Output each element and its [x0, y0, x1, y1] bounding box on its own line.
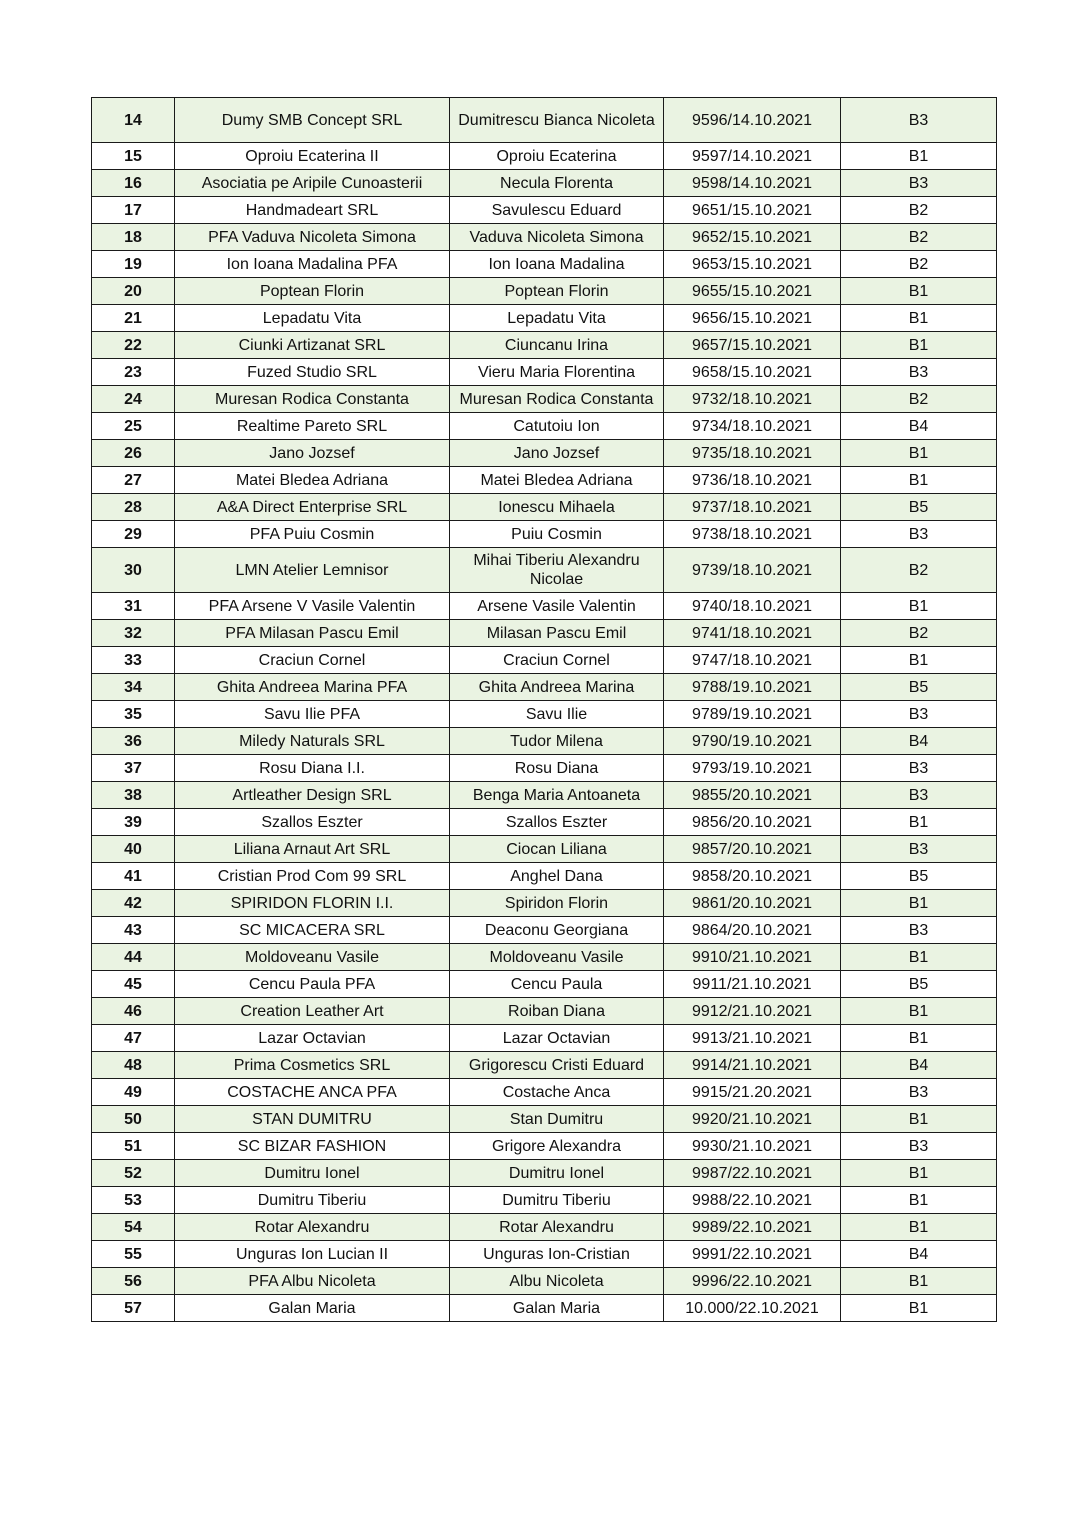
company-cell: Cencu Paula PFA [175, 971, 450, 998]
registration-number-cell: 9987/22.10.2021 [664, 1160, 841, 1187]
table-row [92, 674, 997, 701]
registration-number-cell: 9861/20.10.2021 [664, 890, 841, 917]
registration-number-cell: 9734/18.10.2021 [664, 413, 841, 440]
registration-number-cell: 9855/20.10.2021 [664, 782, 841, 809]
table-row [92, 359, 997, 386]
representative-cell: Muresan Rodica Constanta [450, 386, 664, 413]
row-number: 19 [92, 251, 175, 278]
category-cell: B1 [841, 1187, 997, 1214]
table-row [92, 494, 997, 521]
row-number: 27 [92, 467, 175, 494]
representative-cell: Lazar Octavian [450, 1025, 664, 1052]
table-row [92, 1187, 997, 1214]
row-number: 15 [92, 143, 175, 170]
category-cell: B4 [841, 1052, 997, 1079]
category-cell: B2 [841, 224, 997, 251]
row-number: 28 [92, 494, 175, 521]
category-cell: B5 [841, 863, 997, 890]
category-cell: B4 [841, 413, 997, 440]
company-cell: Cristian Prod Com 99 SRL [175, 863, 450, 890]
category-cell: B1 [841, 467, 997, 494]
row-number: 26 [92, 440, 175, 467]
representative-cell: Dumitru Ionel [450, 1160, 664, 1187]
company-cell: Creation Leather Art [175, 998, 450, 1025]
row-number: 38 [92, 782, 175, 809]
row-number: 44 [92, 944, 175, 971]
representative-cell: Vaduva Nicoleta Simona [450, 224, 664, 251]
registration-number-cell: 9915/21.20.2021 [664, 1079, 841, 1106]
company-cell: Rosu Diana I.I. [175, 755, 450, 782]
category-cell: B5 [841, 494, 997, 521]
representative-cell: Matei Bledea Adriana [450, 467, 664, 494]
registration-number-cell: 10.000/22.10.2021 [664, 1295, 841, 1322]
registration-number-cell: 9864/20.10.2021 [664, 917, 841, 944]
table-row [92, 782, 997, 809]
company-cell: Craciun Cornel [175, 647, 450, 674]
category-cell: B3 [841, 521, 997, 548]
category-cell: B3 [841, 170, 997, 197]
category-cell: B3 [841, 782, 997, 809]
category-cell: B5 [841, 674, 997, 701]
company-cell: Savu Ilie PFA [175, 701, 450, 728]
table-row [92, 413, 997, 440]
table-row [92, 890, 997, 917]
table-row [92, 332, 997, 359]
registration-number-cell: 9856/20.10.2021 [664, 809, 841, 836]
row-number: 54 [92, 1214, 175, 1241]
table-row [92, 1106, 997, 1133]
company-cell: PFA Albu Nicoleta [175, 1268, 450, 1295]
table-row [92, 701, 997, 728]
row-number: 21 [92, 305, 175, 332]
company-cell: Dumitru Ionel [175, 1160, 450, 1187]
row-number: 32 [92, 620, 175, 647]
registration-number-cell: 9652/15.10.2021 [664, 224, 841, 251]
representative-cell: Rotar Alexandru [450, 1214, 664, 1241]
company-cell: A&A Direct Enterprise SRL [175, 494, 450, 521]
row-number: 23 [92, 359, 175, 386]
category-cell: B1 [841, 1214, 997, 1241]
category-cell: B1 [841, 593, 997, 620]
table-row [92, 809, 997, 836]
row-number: 49 [92, 1079, 175, 1106]
row-number: 37 [92, 755, 175, 782]
registration-number-cell: 9741/18.10.2021 [664, 620, 841, 647]
representative-cell: Ionescu Mihaela [450, 494, 664, 521]
representative-cell: Necula Florenta [450, 170, 664, 197]
table-row [92, 944, 997, 971]
category-cell: B1 [841, 1025, 997, 1052]
company-cell: SC BIZAR FASHION [175, 1133, 450, 1160]
registration-number-cell: 9788/19.10.2021 [664, 674, 841, 701]
registration-number-cell: 9598/14.10.2021 [664, 170, 841, 197]
row-number: 33 [92, 647, 175, 674]
representative-cell: Stan Dumitru [450, 1106, 664, 1133]
representative-cell: Galan Maria [450, 1295, 664, 1322]
company-cell: Jano Jozsef [175, 440, 450, 467]
table-body [92, 98, 997, 1322]
row-number: 48 [92, 1052, 175, 1079]
registration-number-cell: 9747/18.10.2021 [664, 647, 841, 674]
row-number: 55 [92, 1241, 175, 1268]
representative-cell: Puiu Cosmin [450, 521, 664, 548]
registration-number-cell: 9914/21.10.2021 [664, 1052, 841, 1079]
table-row [92, 197, 997, 224]
row-number: 25 [92, 413, 175, 440]
representative-cell: Rosu Diana [450, 755, 664, 782]
representative-cell: Anghel Dana [450, 863, 664, 890]
company-cell: PFA Arsene V Vasile Valentin [175, 593, 450, 620]
table-row [92, 98, 997, 143]
representative-cell: Szallos Eszter [450, 809, 664, 836]
category-cell: B1 [841, 944, 997, 971]
company-cell: LMN Atelier Lemnisor [175, 548, 450, 593]
company-cell: SPIRIDON FLORIN I.I. [175, 890, 450, 917]
representative-cell: Lepadatu Vita [450, 305, 664, 332]
representative-cell: Milasan Pascu Emil [450, 620, 664, 647]
category-cell: B5 [841, 971, 997, 998]
table-row [92, 386, 997, 413]
category-cell: B1 [841, 332, 997, 359]
category-cell: B3 [841, 917, 997, 944]
row-number: 45 [92, 971, 175, 998]
company-cell: PFA Puiu Cosmin [175, 521, 450, 548]
table-row [92, 998, 997, 1025]
table-row [92, 1052, 997, 1079]
company-cell: Prima Cosmetics SRL [175, 1052, 450, 1079]
registration-number-cell: 9996/22.10.2021 [664, 1268, 841, 1295]
category-cell: B3 [841, 836, 997, 863]
row-number: 40 [92, 836, 175, 863]
table-row [92, 278, 997, 305]
representative-cell: Ion Ioana Madalina [450, 251, 664, 278]
table-row [92, 224, 997, 251]
representative-cell: Oproiu Ecaterina [450, 143, 664, 170]
table-row [92, 1295, 997, 1322]
registration-number-cell: 9596/14.10.2021 [664, 98, 841, 143]
category-cell: B1 [841, 647, 997, 674]
table-row [92, 863, 997, 890]
table-row [92, 1214, 997, 1241]
row-number: 18 [92, 224, 175, 251]
representative-cell: Deaconu Georgiana [450, 917, 664, 944]
representative-cell: Roiban Diana [450, 998, 664, 1025]
row-number: 52 [92, 1160, 175, 1187]
row-number: 36 [92, 728, 175, 755]
representative-cell: Savulescu Eduard [450, 197, 664, 224]
table-row [92, 755, 997, 782]
representative-cell: Savu Ilie [450, 701, 664, 728]
row-number: 53 [92, 1187, 175, 1214]
category-cell: B1 [841, 809, 997, 836]
category-cell: B3 [841, 701, 997, 728]
table-row [92, 620, 997, 647]
company-cell: Ion Ioana Madalina PFA [175, 251, 450, 278]
row-number: 43 [92, 917, 175, 944]
table-row [92, 1268, 997, 1295]
table-row [92, 548, 997, 593]
registration-number-cell: 9920/21.10.2021 [664, 1106, 841, 1133]
row-number: 35 [92, 701, 175, 728]
category-cell: B2 [841, 251, 997, 278]
registration-number-cell: 9653/15.10.2021 [664, 251, 841, 278]
table-row [92, 251, 997, 278]
registration-number-cell: 9740/18.10.2021 [664, 593, 841, 620]
representative-cell: Catutoiu Ion [450, 413, 664, 440]
category-cell: B2 [841, 548, 997, 593]
company-cell: PFA Milasan Pascu Emil [175, 620, 450, 647]
registration-number-cell: 9658/15.10.2021 [664, 359, 841, 386]
category-cell: B1 [841, 1106, 997, 1133]
row-number: 51 [92, 1133, 175, 1160]
table-row [92, 971, 997, 998]
category-cell: B3 [841, 755, 997, 782]
representative-cell: Tudor Milena [450, 728, 664, 755]
category-cell: B3 [841, 98, 997, 143]
representative-cell: Mihai Tiberiu Alexandru Nicolae [450, 548, 664, 593]
registration-number-cell: 9912/21.10.2021 [664, 998, 841, 1025]
row-number: 22 [92, 332, 175, 359]
registration-number-cell: 9793/19.10.2021 [664, 755, 841, 782]
registration-number-cell: 9988/22.10.2021 [664, 1187, 841, 1214]
table-row [92, 1160, 997, 1187]
registration-number-cell: 9597/14.10.2021 [664, 143, 841, 170]
category-cell: B3 [841, 359, 997, 386]
row-number: 42 [92, 890, 175, 917]
company-cell: Poptean Florin [175, 278, 450, 305]
row-number: 34 [92, 674, 175, 701]
table-row [92, 521, 997, 548]
company-cell: Handmadeart SRL [175, 197, 450, 224]
category-cell: B1 [841, 278, 997, 305]
category-cell: B4 [841, 728, 997, 755]
row-number: 30 [92, 548, 175, 593]
table-row [92, 836, 997, 863]
representative-cell: Grigore Alexandra [450, 1133, 664, 1160]
company-cell: Asociatia pe Aripile Cunoasterii [175, 170, 450, 197]
registration-number-cell: 9790/19.10.2021 [664, 728, 841, 755]
representative-cell: Vieru Maria Florentina [450, 359, 664, 386]
company-cell: Ciunki Artizanat SRL [175, 332, 450, 359]
representative-cell: Arsene Vasile Valentin [450, 593, 664, 620]
row-number: 20 [92, 278, 175, 305]
company-cell: Realtime Pareto SRL [175, 413, 450, 440]
representative-cell: Albu Nicoleta [450, 1268, 664, 1295]
company-cell: Muresan Rodica Constanta [175, 386, 450, 413]
company-cell: Fuzed Studio SRL [175, 359, 450, 386]
representative-cell: Spiridon Florin [450, 890, 664, 917]
category-cell: B1 [841, 1295, 997, 1322]
registration-number-cell: 9989/22.10.2021 [664, 1214, 841, 1241]
category-cell: B1 [841, 1160, 997, 1187]
registration-number-cell: 9657/15.10.2021 [664, 332, 841, 359]
company-cell: PFA Vaduva Nicoleta Simona [175, 224, 450, 251]
registration-number-cell: 9737/18.10.2021 [664, 494, 841, 521]
row-number: 50 [92, 1106, 175, 1133]
table-row [92, 1133, 997, 1160]
category-cell: B3 [841, 1133, 997, 1160]
registration-table [91, 97, 997, 1322]
table-row [92, 917, 997, 944]
table-row [92, 143, 997, 170]
company-cell: Dumitru Tiberiu [175, 1187, 450, 1214]
row-number: 57 [92, 1295, 175, 1322]
representative-cell: Unguras Ion-Cristian [450, 1241, 664, 1268]
registration-number-cell: 9651/15.10.2021 [664, 197, 841, 224]
row-number: 41 [92, 863, 175, 890]
representative-cell: Ciuncanu Irina [450, 332, 664, 359]
representative-cell: Craciun Cornel [450, 647, 664, 674]
company-cell: Lazar Octavian [175, 1025, 450, 1052]
company-cell: COSTACHE ANCA PFA [175, 1079, 450, 1106]
registration-number-cell: 9656/15.10.2021 [664, 305, 841, 332]
table-row [92, 467, 997, 494]
category-cell: B2 [841, 620, 997, 647]
row-number: 39 [92, 809, 175, 836]
company-cell: Liliana Arnaut Art SRL [175, 836, 450, 863]
registration-number-cell: 9930/21.10.2021 [664, 1133, 841, 1160]
representative-cell: Benga Maria Antoaneta [450, 782, 664, 809]
category-cell: B4 [841, 1241, 997, 1268]
table-row [92, 728, 997, 755]
category-cell: B3 [841, 1079, 997, 1106]
representative-cell: Costache Anca [450, 1079, 664, 1106]
category-cell: B1 [841, 1268, 997, 1295]
company-cell: Unguras Ion Lucian II [175, 1241, 450, 1268]
representative-cell: Ciocan Liliana [450, 836, 664, 863]
table-row [92, 440, 997, 467]
category-cell: B1 [841, 998, 997, 1025]
registration-number-cell: 9655/15.10.2021 [664, 278, 841, 305]
row-number: 46 [92, 998, 175, 1025]
category-cell: B2 [841, 197, 997, 224]
company-cell: SC MICACERA SRL [175, 917, 450, 944]
table-row [92, 647, 997, 674]
category-cell: B1 [841, 305, 997, 332]
table-row [92, 170, 997, 197]
row-number: 47 [92, 1025, 175, 1052]
registration-number-cell: 9913/21.10.2021 [664, 1025, 841, 1052]
row-number: 16 [92, 170, 175, 197]
table-row [92, 1241, 997, 1268]
company-cell: Artleather Design SRL [175, 782, 450, 809]
registration-number-cell: 9736/18.10.2021 [664, 467, 841, 494]
representative-cell: Cencu Paula [450, 971, 664, 998]
table-row [92, 1025, 997, 1052]
registration-number-cell: 9911/21.10.2021 [664, 971, 841, 998]
company-cell: Ghita Andreea Marina PFA [175, 674, 450, 701]
company-cell: Dumy SMB Concept SRL [175, 98, 450, 143]
category-cell: B1 [841, 890, 997, 917]
representative-cell: Dumitrescu Bianca Nicoleta [450, 98, 664, 143]
registration-number-cell: 9858/20.10.2021 [664, 863, 841, 890]
company-cell: Miledy Naturals SRL [175, 728, 450, 755]
row-number: 31 [92, 593, 175, 620]
company-cell: Rotar Alexandru [175, 1214, 450, 1241]
row-number: 14 [92, 98, 175, 143]
representative-cell: Dumitru Tiberiu [450, 1187, 664, 1214]
table-row [92, 305, 997, 332]
registration-number-cell: 9739/18.10.2021 [664, 548, 841, 593]
registration-number-cell: 9991/22.10.2021 [664, 1241, 841, 1268]
row-number: 24 [92, 386, 175, 413]
registration-number-cell: 9857/20.10.2021 [664, 836, 841, 863]
representative-cell: Ghita Andreea Marina [450, 674, 664, 701]
registration-number-cell: 9789/19.10.2021 [664, 701, 841, 728]
registration-number-cell: 9910/21.10.2021 [664, 944, 841, 971]
category-cell: B1 [841, 143, 997, 170]
company-cell: Matei Bledea Adriana [175, 467, 450, 494]
representative-cell: Jano Jozsef [450, 440, 664, 467]
row-number: 29 [92, 521, 175, 548]
company-cell: Lepadatu Vita [175, 305, 450, 332]
company-cell: Galan Maria [175, 1295, 450, 1322]
representative-cell: Moldoveanu Vasile [450, 944, 664, 971]
category-cell: B2 [841, 386, 997, 413]
company-cell: Moldoveanu Vasile [175, 944, 450, 971]
company-cell: STAN DUMITRU [175, 1106, 450, 1133]
representative-cell: Grigorescu Cristi Eduard [450, 1052, 664, 1079]
row-number: 56 [92, 1268, 175, 1295]
table-row [92, 593, 997, 620]
table-row [92, 1079, 997, 1106]
representative-cell: Poptean Florin [450, 278, 664, 305]
registration-number-cell: 9738/18.10.2021 [664, 521, 841, 548]
company-cell: Oproiu Ecaterina II [175, 143, 450, 170]
category-cell: B1 [841, 440, 997, 467]
row-number: 17 [92, 197, 175, 224]
registration-number-cell: 9732/18.10.2021 [664, 386, 841, 413]
registration-number-cell: 9735/18.10.2021 [664, 440, 841, 467]
company-cell: Szallos Eszter [175, 809, 450, 836]
